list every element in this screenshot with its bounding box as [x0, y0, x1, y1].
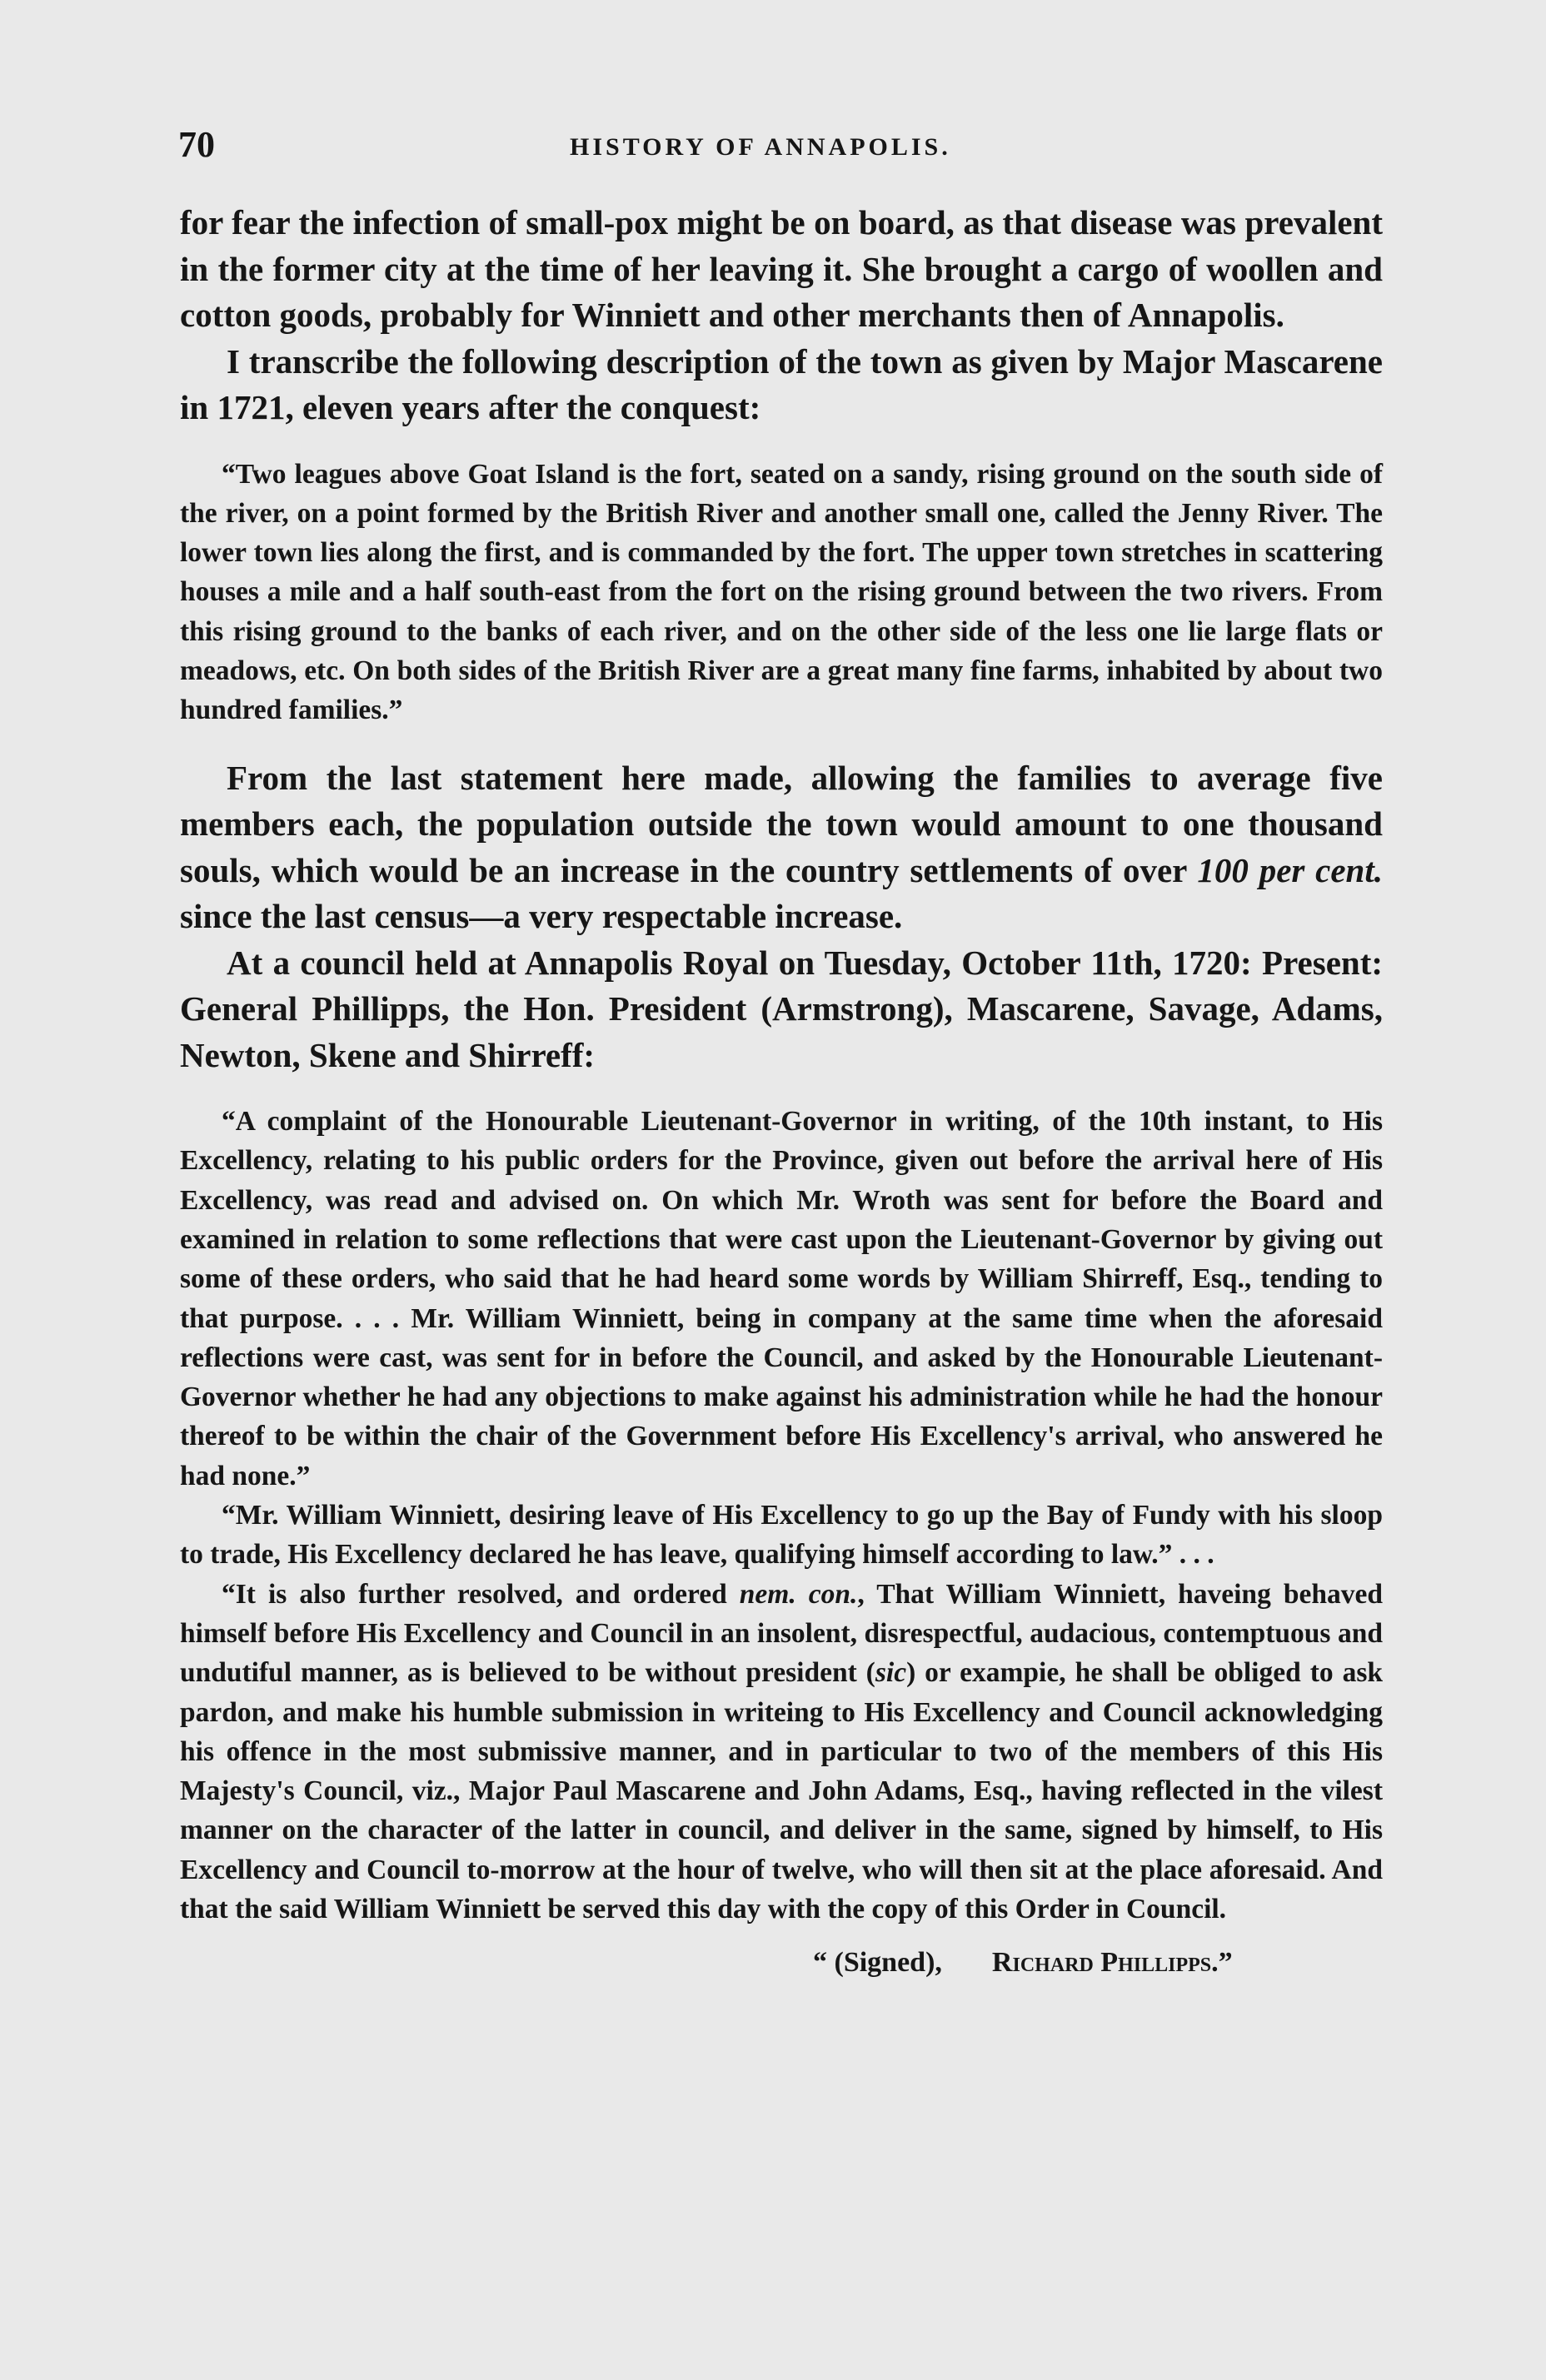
quote-resolution-text-c: ) or exampie, he shall be obliged to ask pardon, and make his humble submission in writeing to His Excellency and Council acknowledging his offence in the most submissive manner, and in particular to two of the members of this His Majesty's Council, viz., Major Paul Mascarene and John Adams, Esq., having reflected in the vilest manner on the character of the latter in council, and deliver in the same, signed by himself, to His Excellency and Council to-morrow at the hour of twelve, who will then sit at the place aforesaid. And that the said William Winniett be served this day with the copy of this Order in Council.: [180, 1657, 1383, 1925]
quote-resolution-text-b: , That William Winniett, haveing behaved himself before His Excellency and Council in an insolent, disrespectful, audacious, contemptuous and undutiful manner, as is believed to be without president (: [180, 1578, 1383, 1689]
page-number: 70: [178, 124, 215, 165]
quote-resolution-text-a: “It is also further resolved, and ordered: [222, 1578, 740, 1610]
paragraph-3-text-a: From the last statement here made, allowing the families to average five members each, the population outside the town would amount to one thousand souls, which would be an increase in the country settlements of over: [180, 758, 1383, 889]
quote-mascarene: “Two leagues above Goat Island is the fort, seated on a sandy, rising ground on the south side of the river, on a point formed by the British River and another small one, called the Jenny River. The lower town lies along the first, and is commanded by the fort. The upper town stretches in scattering houses a mile and a half south-east from the fort on the rising ground between the two rivers. From this rising ground to the banks of each river, and on the other side of the less one lie large flats or meadows, etc. On both sides of the British River are a great many fine farms, inhabited by about two hundred families.”: [180, 458, 1383, 726]
quote-resolution-emphasis-2: sic: [875, 1657, 907, 1689]
page-header: [178, 123, 1383, 173]
paragraph-4: At a council held at Annapolis Royal on Tuesday, October 11th, 1720: Present: General Phillipps, the Hon. President (Armstrong), Mascarene, Savage, Adams, Newton, Skene and Shirreff:: [180, 943, 1383, 1074]
paragraph-3-emphasis: 100 per cent.: [1197, 850, 1383, 889]
signatory-name: Richard Phillipps.”: [991, 1947, 1233, 1979]
quote-complaint: “A complaint of the Honourable Lieutenant-Governor in writing, of the 10th instant, to His Excellency, relating to his public orders for the Province, given out before the arrival here of His Excellency, was read and advised on. On which Mr. Wroth was sent for before the Board and examined in relation to some reflections that were cast upon the Lieutenant-Governor by giving out some of these orders, who said that he had heard some words by William Shirreff, Esq., tending to that purpose. . . . Mr. William Winniett, being in company at the same time when the aforesaid reflections were cast, was sent for in before the Council, and asked by the Honourable Lieutenant-Governor whether he had any objections to make against his administration while he had the honour thereof to be within the chair of the Government before His Excellency's arrival, who answered he had none.”: [180, 1106, 1383, 1491]
signed-label: “ (Signed),: [813, 1947, 942, 1979]
quote-resolution-emphasis-1: nem. con.: [739, 1578, 858, 1610]
paragraph-3: [180, 755, 1383, 940]
paragraph-3-text-b: since the last census—a very respectable increase.: [180, 897, 903, 936]
body-text: [180, 200, 1383, 1979]
running-head: HISTORY OF ANNAPOLIS.: [570, 133, 951, 161]
quote-winniett-leave: “Mr. William Winniett, desiring leave of His Excellency to go up the Bay of Fundy with his sloop to trade, His Excellency declared he has leave, qualifying himself according to law.” . . .: [180, 1500, 1383, 1571]
paragraph-2: I transcribe the following description of the town as given by Major Mascarene in 1721, eleven years after the conquest:: [180, 341, 1383, 426]
paragraph-1: for fear the infection of small-pox might be on board, as that disease was prevalent in the former city at the time of her leaving it. She brought a cargo of woollen and cotton goods, probably for Winniett and other merchants then of Annapolis.: [180, 203, 1383, 334]
signature-line: [180, 1947, 1383, 1979]
quote-resolution: [180, 1575, 1383, 1929]
